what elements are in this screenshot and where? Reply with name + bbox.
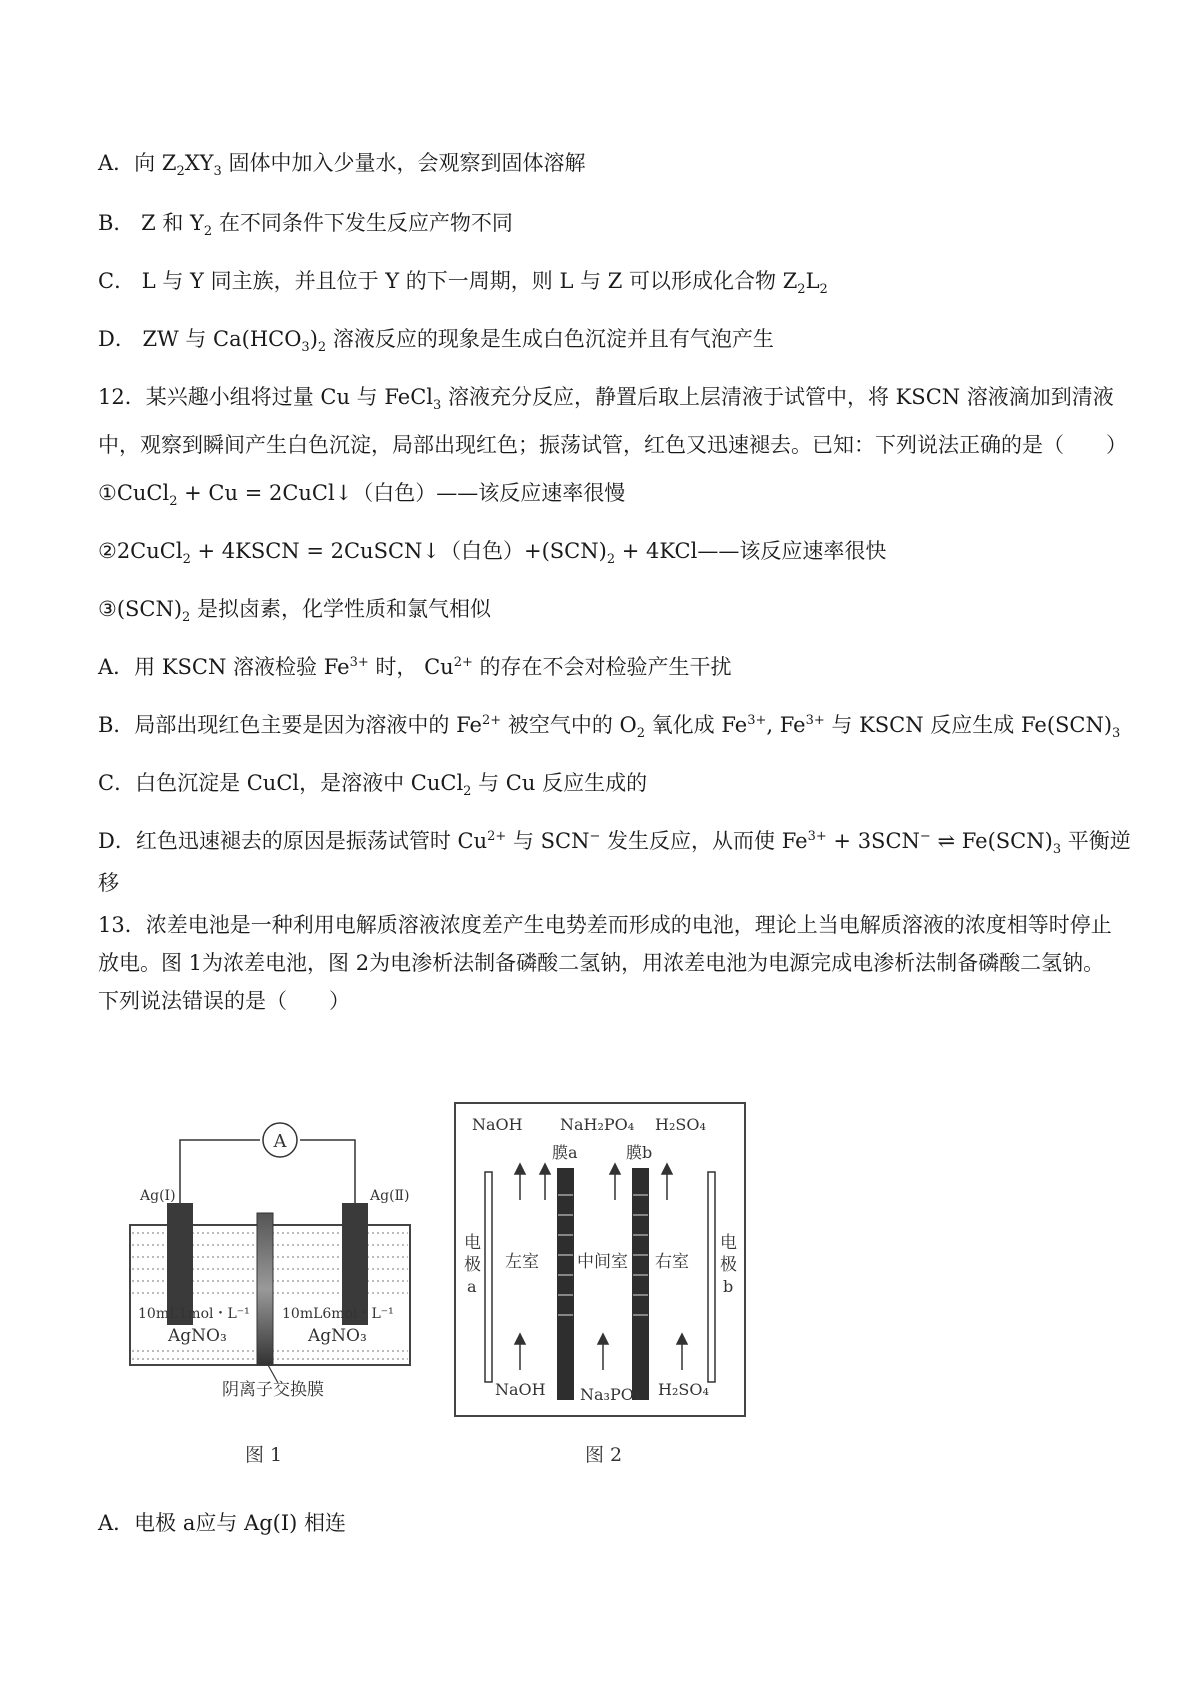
left-solution-name: AgNO₃ (168, 1326, 227, 1346)
q13-stem-line2: 放电。图 1为浓差电池，图 2为电渗析法制备磷酸二氢钠，用浓差电池为电源完成电渗析法制备磷酸二氢钠。 (98, 951, 1105, 975)
right-electrode-label: Ag(Ⅱ) (370, 1188, 410, 1204)
membrane-label: 阴离子交换膜 (222, 1380, 324, 1400)
electrode-a-char2: 极 (464, 1255, 481, 1275)
anion-exchange-membrane (257, 1213, 273, 1365)
bottom-mid-feed: Na₃PO₄ (580, 1385, 641, 1404)
top-right-product: H₂SO₄ (655, 1115, 706, 1134)
left-room-label: 左室 (505, 1252, 539, 1272)
left-solution-conc: 10mL1mol・L⁻¹ (138, 1306, 250, 1322)
right-solution-name: AgNO₃ (308, 1326, 367, 1346)
top-left-product: NaOH (472, 1115, 523, 1134)
q12-option-a: A．用 KSCN 溶液检验 $Fe^{3+}$ 时， $Cu^{2+}$ 的存在不会对检验产生干扰 (98, 655, 732, 679)
q12-known-3: $③(SCN)_2$ 是拟卤素，化学性质和氯气相似 (98, 597, 492, 626)
membrane-a-label: 膜a (552, 1143, 578, 1162)
electrode-b (708, 1172, 715, 1382)
q11-option-c: C． L 与 Y 同主族，并且位于 Y 的下一周期，则 L 与 Z 可以形成化合物 $Z_2L_2$ (98, 269, 828, 298)
q12-option-b: B．局部出现红色主要是因为溶液中的 $Fe^{2+}$ 被空气中的 $O_2$ 氧化成 $Fe^{3+}$, $Fe^{3+}$ 与 KSCN 反应生成 $Fe(SCN)_3$ (98, 713, 1121, 742)
q12-known-1: ①CuCl$_2$ + Cu = 2CuCl↓（白色）——该反应速率很慢 (98, 481, 626, 510)
figure-1-concentration-cell (110, 1115, 440, 1400)
q12-option-d-line2: 移 (98, 871, 119, 895)
membrane-b-label: 膜b (626, 1143, 653, 1162)
figure-2-caption: 图 2 (585, 1444, 623, 1466)
electrode-b-char2: 极 (720, 1255, 737, 1275)
left-electrode-label: Ag(Ⅰ) (140, 1188, 176, 1204)
q12-option-d-line1: D．红色迅速褪去的原因是振荡试管时 $Cu^{2+}$ 与 SCN− 发生反应，从而使 $Fe^{3+} + 3SCN^-$ ⇌ $Fe(SCN)_3$ 平衡逆 (98, 829, 1131, 858)
q11-option-d: D． ZW 与 $Ca(HCO_3)_2$ 溶液反应的现象是生成白色沉淀并且有气泡产生 (98, 327, 774, 356)
membrane-a (557, 1168, 574, 1400)
figure-1-caption: 图 1 (245, 1444, 283, 1466)
electrode-b-char3: b (723, 1277, 734, 1296)
figure-2-electrodialysis (450, 1100, 750, 1420)
electrode-a (485, 1172, 492, 1382)
membrane-b (632, 1168, 649, 1400)
q11-option-b: B． Z 和 $Y_2$ 在不同条件下发生反应产物不同 (98, 211, 513, 240)
q11-option-a: A．向 $Z_2XY_3$ 固体中加入少量水，会观察到固体溶解 (98, 151, 586, 180)
middle-room-label: 中间室 (577, 1252, 628, 1272)
electrode-a-char1: 电 (464, 1233, 481, 1253)
top-mid-product: NaH₂PO₄ (560, 1115, 635, 1134)
right-room-label: 右室 (655, 1252, 689, 1272)
q13-stem-line3: 下列说法错误的是（ ） (98, 989, 350, 1013)
q13-option-a: A．电极 a应与 Ag(Ⅰ) 相连 (98, 1511, 347, 1535)
right-solution-conc: 10mL6mol・L⁻¹ (282, 1306, 394, 1322)
bottom-right-feed: H₂SO₄ (658, 1380, 709, 1399)
q12-known-2: ②2CuCl$_2$ + 4KSCN = 2CuSCN↓（白色）$+(SCN)_2$ + 4KCl——该反应速率很快 (98, 539, 887, 568)
q12-stem-line2: 中，观察到瞬间产生白色沉淀，局部出现红色；振荡试管，红色又迅速褪去。已知：下列说法正确的是（ ） (98, 433, 1127, 457)
electrode-b-char1: 电 (720, 1233, 737, 1253)
q12-stem-line1: 12．某兴趣小组将过量 Cu 与 FeCl$_3$ 溶液充分反应，静置后取上层清液于试管中，将 KSCN 溶液滴加到清液 (98, 385, 1114, 414)
ammeter-label: A (273, 1131, 287, 1152)
electrode-a-char3: a (467, 1277, 477, 1296)
bottom-left-feed: NaOH (495, 1380, 546, 1399)
q13-stem-line1: 13．浓差电池是一种利用电解质溶液浓度差产生电势差而形成的电池，理论上当电解质溶液的浓度相等时停止 (98, 913, 1112, 937)
q12-option-c: C．白色沉淀是 CuCl，是溶液中 CuCl$_2$ 与 Cu 反应生成的 (98, 771, 648, 800)
